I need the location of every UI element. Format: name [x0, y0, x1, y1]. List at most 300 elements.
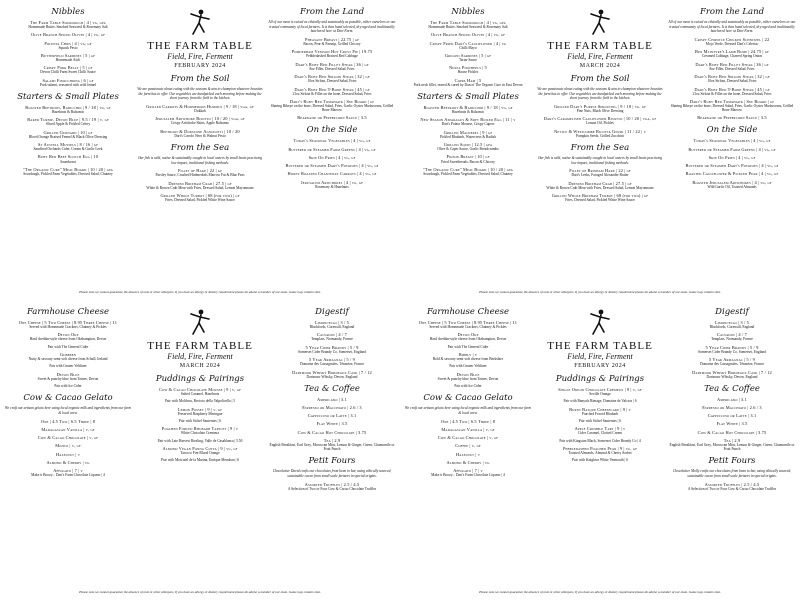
menu-item [404, 352, 532, 361]
menu-item-description: Homemade Butter, Smoked Seaweed & Rosemary Salt [428, 25, 508, 30]
menu-item-description: Domaine des Cassagnoles, Ténarèze, France [300, 362, 364, 367]
section-intro: Our fish is wild, native & sustainably caught in local waters by small boats practicing low impact, traditional fishing methods. [137, 155, 263, 165]
menu-item-description: Pickled Rhubarb, Watercress & Radish [439, 134, 497, 139]
menu-item-name: 5 Year Cider Brandy | 5 / 9 [705, 344, 759, 350]
section-intro: Chocolatier Molly crafts our chocolates from bean to bar, using ethically sourced, sustainable cacao from small scale farmers in special origins. [672, 469, 792, 478]
menu-item [536, 446, 664, 455]
menu-item-description: Olive & Caper Sauce, Garlic Breadcrumbs [437, 147, 499, 152]
menu-item-description: Domaine des Cassagnoles, Ténarèze, France [700, 362, 764, 367]
column-digestif-tea [668, 302, 796, 580]
menu-item-name: Grilled Sardines | 5 | gf [444, 53, 492, 58]
menu-item [668, 62, 796, 71]
digestif-list [668, 320, 796, 379]
menu-item [136, 458, 264, 462]
menu-item-description: Creamed Cabbage, Charred Spring Onion [701, 54, 763, 59]
menu-item-name: Cow & Cacao Hot Chocolate | 3.75 [697, 429, 767, 435]
menu-item [668, 115, 796, 120]
menu-item-description: Dartmoor Whisky, Devon, England [306, 374, 358, 379]
cheese-list [4, 320, 132, 388]
menu-item [268, 430, 396, 435]
menu-item [4, 20, 132, 29]
dancer-logo-icon [187, 308, 213, 338]
menu-item [536, 116, 664, 125]
menu-item-name: Béarnaise or Peppercorn Sauce | 3.5 [297, 115, 367, 121]
menu-item-name: Cow & Cacao Hot Chocolate | 3.75 [297, 429, 367, 435]
menu-item-name: New Season Asparagus & Soft Boiled Egg | 11 | v [420, 117, 516, 123]
menu-item-name: Devon Oke [57, 332, 79, 338]
menu-item-name: Hazelnut | v [455, 451, 481, 457]
menu-item [404, 20, 532, 29]
menu-item-name: Olive Branch Spiced Olives | 4 | vg, gf [30, 32, 106, 38]
menu-item [404, 427, 532, 432]
menu-item [668, 357, 796, 366]
menu-item [268, 163, 396, 168]
menu-item-name: Limoncello | 3 / 5 [315, 320, 349, 325]
menu-item [668, 155, 796, 160]
menu-item-description: 21oz Sirloin & Fillet on the bone, Dressed Salad, Fries [692, 91, 772, 96]
brand-name: THE FARM TABLE [547, 40, 653, 52]
menu-item [668, 405, 796, 410]
menu-item [136, 116, 264, 125]
section-intro: We craft our artisan gelato here using local organic milk and ingredients from our farm & local area. [4, 406, 132, 415]
menu-item-name: Buttered or Steamed Dart's Potatoes | 4 | vg, gf [685, 163, 779, 169]
menu-item-name: One Cheese | 5 Two Cheese | 8.95 Three Cheese | 11 [418, 320, 518, 325]
menu-item [536, 419, 664, 423]
nibbles-list [4, 20, 132, 87]
menu-item [268, 413, 396, 418]
column-nibbles-starters [404, 2, 532, 280]
menu-item-name: Grilled Whole Brixham Turbot | 68 (for two) | gf [551, 193, 649, 199]
menu-item [404, 154, 532, 163]
menu-item [536, 387, 664, 396]
menu-item [136, 439, 264, 443]
menu-item-description: Pair with Gruner Veltliner [49, 364, 87, 369]
menu-item-name: Espresso or Macchiato | 2.6 / 3 [302, 404, 362, 410]
menu-item [4, 435, 132, 440]
menu-item [4, 460, 132, 465]
section-title: From the Land [299, 7, 365, 17]
menu-item-description: Poached Forced Rhubarb [581, 411, 619, 416]
menu-item [536, 426, 664, 435]
menu-item-description: Sourdough, Pickled Farm Vegetables, Dressed Salad, Chutney [423, 171, 513, 176]
column-digestif-tea [268, 302, 396, 580]
menu-item-name: Buttered or Steamed Farm Greens | 4 | vg, gf [688, 146, 776, 152]
menu-item-description: Pine Nuts, Black Olive Dressing [576, 109, 624, 114]
menu-item-name: Assorted Truffles | 2.5 / 4.5 [304, 481, 360, 487]
menu-item [404, 460, 532, 465]
menu-page-march-desserts [0, 300, 400, 600]
menu-item [4, 468, 132, 477]
section-title: Digestif [715, 307, 749, 317]
column-nibbles-starters [4, 2, 132, 280]
menu-item-name: Baked Turnip, Devon Blue | 9.5 / 19 | v, gf [27, 117, 109, 123]
menu-item [668, 87, 796, 96]
menu-item-description: Templars, Normandy, France [711, 337, 753, 342]
menu-item-name: Today's Seasonal Vegetables | 4 | vg, gf [693, 138, 771, 144]
menu-item [404, 468, 532, 477]
menu-item [668, 37, 796, 46]
menu-item [668, 438, 796, 451]
menu-item [4, 130, 132, 139]
menu-item [404, 105, 532, 114]
menu-item-description: Fries, Dressed Salad, Pickled White Wine Sauce [565, 198, 635, 203]
menu-item-name: Roasted Cauliflower & Pickled Pear | 4 | vg, gf [685, 171, 779, 177]
section-title: Digestif [315, 307, 349, 317]
menu-item-name: Roasted Beetroot & Radicchio | 9 / 18 | vg, gf [423, 104, 513, 110]
section-intro: All of our meat is raised as ethically and sustainably as possible, either ourselves or our trusted community of local farmers. It is then hand selected, dry-aged and traditionally butchered here at Dart Farm. [268, 20, 396, 34]
menu-item-description: Sliced Apple & Pickled Celery [45, 122, 91, 127]
menu-item-description: Fries, Dressed Salad, Pickled White Wine Sauce [165, 198, 235, 203]
section-intro: We are passionate about eating with the seasons & aim to champion whatever bounties the farm has to offer. Our vegetables are handpicked each morning before making the short journey from the field to the kitchen. [137, 87, 263, 101]
section-title: From the Soil [170, 74, 230, 84]
menu-item-name: Butterfield Sardines | 5 | gf [40, 53, 96, 58]
menu-item-description: Hazelnuts & Balsamic [451, 110, 485, 114]
petit-fours-list [668, 482, 796, 491]
allergen-footer: Please note we cannot guarantee the absence of nuts or other allergens. If you have an allergy or dietary requirement please do advise a member of our team. Game may contain shot. [79, 590, 321, 594]
menu-item [668, 397, 796, 402]
section-title: Farmhouse Cheese [26, 307, 110, 317]
section-intro: All of our meat is raised as ethically and sustainably as possible, either ourselves or our trusted community of local farmers. It is then hand selected, dry-aged and traditionally butchered here at Dart Farm. [668, 20, 796, 34]
menu-item-name: Cow & Cacao Chocolate Mousse | 9 | v, gf [159, 387, 241, 392]
menu-item [404, 320, 532, 329]
menu-item-description: Pair with Sichel Sauternes | 6 [178, 419, 222, 424]
menu-item [4, 372, 132, 381]
brand-tagline: Field, Fire, Ferment [167, 352, 233, 361]
menu-item-description: Pair with Late Harvest Riesling, Valle de Casablanca | 5.50 [157, 438, 243, 443]
menu-item [404, 372, 532, 381]
menu-item [268, 99, 396, 112]
menu-item [668, 49, 796, 58]
menu-item-description: Salted Caramel, Hazelnuts [180, 392, 220, 397]
menu-item-description: 10oz Sirloin, Dressed Salad, Fries [707, 79, 757, 84]
menu-item [668, 99, 796, 112]
menu-item [4, 53, 132, 62]
menu-item [268, 62, 396, 71]
puddings-list [136, 387, 264, 463]
menu-item [136, 426, 264, 435]
menu-item [668, 147, 796, 152]
menu-item-name: Crispy Chipotle Chicken Schnitzel | 22 [694, 37, 770, 43]
menu-item-name: One Cheese | 5 Two Cheese | 8.95 Three Cheese | 11 [18, 320, 118, 325]
menu-item-description: Templars, Normandy, France [311, 337, 353, 342]
menu-item-name: Grilled Mackerel | 9 | gf [443, 129, 493, 135]
menu-item-name: Almond & Cherry | vg [46, 459, 90, 465]
menu-item-description: Preserved Raspberry Meringue [177, 411, 223, 416]
menu-item-name: Americano | 3.1 [717, 396, 747, 402]
section-title: From the Land [699, 7, 765, 17]
menu-item [536, 458, 664, 462]
menu-item-name: Calvados | 4 / 7 [717, 332, 747, 338]
nibbles-list [404, 20, 532, 87]
menu-item-description: Pair with The General Cider [47, 344, 89, 349]
menu-item-description: Parsley Sauce, Crushed Hodmedods Marrow Fat & Blue Peas [155, 173, 245, 178]
menu-item-name: Flat White | 3.5 [716, 421, 748, 427]
menu-item-name: Dart's Ruby Red Tomahawk | See Board | gf [689, 98, 775, 104]
sea-list [136, 168, 264, 202]
menu-item-description: Homemade Aïoli [55, 58, 81, 63]
menu-item [4, 452, 132, 457]
menu-item-description: White & Brown Crab Meat with Fries, Dressed Salad, Lemon Mayonnaise [546, 185, 654, 190]
menu-item [668, 163, 796, 168]
menu-item [136, 407, 264, 416]
menu-item-name: Almond Vegan Panna Cotta | 9 | vg, gf [162, 446, 238, 452]
menu-item [136, 446, 264, 455]
menu-item-name: Cow & Cacao Chocolate | v, gf [437, 435, 499, 441]
menu-item-description: Mojo Verde, Dressed Dart's Celeriac [705, 42, 759, 47]
menu-item [668, 320, 796, 329]
menu-item-description: A Selection of Two or Four Cow & Cacao Chocolate Truffles [287, 486, 377, 491]
menu-item-description: Sandford Orchards Cider, Cream & Garlic Leek [33, 147, 103, 152]
dancer-logo-icon [187, 8, 213, 38]
menu-item-name: Skin On Fries | 4 | vg, gf [708, 154, 756, 160]
menu-item-description: Cider Caramel, Clotted Cream [578, 431, 622, 436]
cheese-list [404, 320, 532, 388]
menu-item-name: Affogato | 7 | v [453, 468, 483, 474]
menu-item-name: Fillet of Hake | 22 | gf [177, 168, 223, 174]
gelato-list [404, 419, 532, 478]
menu-item [536, 193, 664, 202]
section-intro: We are passionate about eating with the seasons & aim to champion whatever bounties the farm has to offer. Our vegetables are handpicked each morning before making the short journey from the field to the kitchen. [537, 87, 663, 101]
menu-item-description: White Chocolate Cremeux [180, 431, 220, 436]
menu-item [668, 421, 796, 426]
soil-list [136, 104, 264, 138]
menu-item-name: Almond & Cherry | vg [446, 459, 490, 465]
menu-item [668, 74, 796, 83]
menu-item-name: Dartmoor Whisky Bordeaux Cask | 7 / 12 [692, 369, 772, 375]
menu-item [536, 439, 664, 443]
menu-item [268, 345, 396, 354]
menu-item [268, 171, 396, 176]
menu-item [4, 320, 132, 329]
section-title: Nibbles [451, 7, 485, 17]
menu-item [536, 407, 664, 416]
menu-item-name: Nettle & Westcombe Ricotta Gnudi | 11 / 22 | v [554, 128, 646, 134]
menu-item-name: "The Organic Cure" Meat Board | 10 / 20 | gfa [23, 166, 113, 172]
menu-item-name: Skin On Fries | 4 | vg, gf [308, 154, 356, 160]
menu-item-description: Pair with Moscatel de la Marina, Enrique Mendoza | 6 [161, 458, 239, 463]
menu-item-name: Calvados | 4 / 7 [317, 332, 347, 338]
menu-item-description: Toasted Almonds, Almond & Cherry Sorbet [568, 451, 632, 456]
menu-item [4, 332, 132, 341]
section-title: On the Side [706, 125, 758, 136]
menu-item-name: Devon Blue [56, 371, 80, 377]
menu-item-name: Ribbly | v [458, 352, 478, 358]
menu-item [136, 181, 264, 190]
section-title: Petit Fours [708, 456, 756, 467]
menu-item-name: Roasted Jerusalem Artichokes | 4 | vg, gf [692, 179, 772, 185]
menu-item-description: Sharing Ribeye on the bone, Dressed Salad, Fries, Garlic Oyster Mushrooms, Grilled Bone Marrow [670, 103, 794, 113]
section-title: Starters & Small Plates [17, 91, 119, 102]
menu-item-description: Blackfords, Cornwall, England [309, 325, 355, 330]
menu-item-name: Gubbeen [59, 352, 77, 358]
menu-item [4, 345, 132, 349]
menu-item-description: Dartmoor Whisky, Devon, England [706, 374, 758, 379]
land-list [268, 37, 396, 120]
menu-item [404, 332, 532, 341]
menu-item-description: Sauerkraut [60, 159, 76, 164]
menu-item-name: Cappuccino or Latte | 3.1 [307, 413, 357, 419]
menu-item-name: Apple Crumble Tart | 9 | v [574, 426, 626, 432]
menu-item [136, 419, 264, 423]
menu-item-description: House Pickles [457, 70, 479, 75]
brand-name: THE FARM TABLE [547, 340, 653, 352]
menu-item [268, 438, 396, 451]
menu-item-name: Olive Branch Spiced Olives | 4 | vg, gf [430, 32, 506, 38]
menu-item-name: Ben Mcintyre's Lamb Rump | 24.75 | gf [695, 49, 769, 55]
menu-item-description: Dukkah [194, 109, 206, 114]
brand-name: THE FARM TABLE [147, 40, 253, 52]
menu-item-name: Grilled Whole Turbot | 68 (for two) | gf [160, 193, 240, 199]
menu-item-name: "The Organic Cure" Meat Board | 10 / 20 | gfa [423, 166, 513, 172]
section-title: Cow & Cacao Gelato [23, 393, 113, 404]
menu-item [404, 345, 532, 349]
menu-item-description: Pair with The General Cider [447, 344, 489, 349]
menu-item-name: Grilled Dart's Purple Sprouting | 9 / 18 | vg, gf [554, 104, 646, 110]
menu-item-name: Madagascan Vanilla | v, gf [41, 426, 95, 432]
menu-item-name: 5 Year Cider Brandy | 5 / 9 [305, 344, 359, 350]
brand-name: THE FARM TABLE [147, 340, 253, 352]
menu-item [668, 171, 796, 176]
menu-item [404, 117, 532, 126]
menu-item-name: Dartmoor Whisky Bordeaux Cask | 7 / 12 [292, 369, 372, 375]
menu-item-description: Somerset Cider Brandy Co, Somerset, England [298, 349, 366, 354]
menu-item-name: Fillet of Brixham Hake | 22 | gf [569, 168, 631, 174]
menu-page-february-desserts [400, 300, 800, 600]
menu-item-description: English Breakfast, Earl Grey, Moroccan Mint, Lemon & Ginger, Green, Chamomile or Fruit Punch [669, 443, 795, 452]
menu-item-name: Today's Seasonal Vegetables | 4 | vg, gf [293, 138, 371, 144]
menu-item-description: Pumpkin Seeds, Grilled Zucchini [576, 133, 624, 138]
digestif-list [268, 320, 396, 379]
section-intro: We craft our artisan gelato here using local organic milk and ingredients from our farm & local area. [404, 406, 532, 415]
menu-item-name: One | 4.5 Two | 6.5 Three | 8 [40, 418, 96, 424]
section-title: Petit Fours [308, 456, 356, 467]
menu-item-description: English Breakfast, Earl Grey, Moroccan Mint, Lemon & Ginger, Green, Chamomile or Fruit Punch [269, 443, 395, 452]
menu-item [404, 435, 532, 440]
menu-item-name: Nduja Pinwheels | 5 [449, 65, 487, 71]
menu-item-description: Rosemary & Hazelnuts [315, 184, 349, 189]
menu-item [668, 138, 796, 143]
menu-item [136, 399, 264, 403]
menu-item [4, 427, 132, 432]
menu-item [404, 452, 532, 457]
menu-item-name: Crispy Pork Belly | 5 | gf [43, 65, 93, 71]
menu-item-description: Dart's Cavolo Nero & Walnut Pesto [174, 133, 226, 138]
menu-item [536, 181, 664, 190]
menu-item-name: Pigeon Breast | 10 | gf [446, 154, 490, 160]
menu-item [268, 320, 396, 329]
menu-item-name: Honey Roasted Chantenay Carrots | 4 | vg, gf [287, 171, 377, 177]
menu-item [668, 413, 796, 418]
menu-item-name: Dart's Caramelised Cauliflower Risotto | 10 / 20 | vga, gf [543, 116, 657, 122]
menu-item-description: Pair with Banyuls Rimage, Domaine de Valcros | 6 [563, 399, 637, 404]
menu-item-name: Devon Oke [457, 332, 479, 338]
menu-item-description: Lemon Oil, Pickles [586, 121, 614, 126]
menu-item-name: Espresso or Macchiato | 2.6 / 3 [702, 404, 762, 410]
section-title: On the Side [306, 125, 358, 136]
menu-item-name: Assorted Truffles | 2.5 / 4.5 [704, 481, 760, 487]
soil-list [536, 104, 664, 138]
menu-item-description: Hard cheddar-style cheese from Okehampton, Devon [429, 337, 507, 342]
section-title: Cow & Cacao Gelato [423, 393, 513, 404]
menu-item-description: Wild Garlic Oil, Toasted Almonds [707, 184, 757, 189]
menu-item-description: Sourdough, Pickled Farm Vegetables, Dressed Salad, Chutney [23, 171, 113, 176]
menu-item [668, 370, 796, 379]
menu-item [404, 419, 532, 424]
column-brand-puddings [136, 302, 264, 580]
section-title: Starters & Small Plates [417, 91, 519, 102]
menu-item-description: Pair with Kingston Black, Somerset Cider Brandy Co | 4 [559, 438, 641, 443]
menu-item [268, 405, 396, 410]
menu-item [536, 129, 664, 138]
menu-item-description: Served with Homemade Crackers, Chutney & Pickles [429, 325, 507, 330]
menu-item-name: Mojito | v, gf [55, 443, 81, 449]
tea-list [268, 397, 396, 452]
menu-item [268, 147, 396, 152]
menu-item-description: Pair with Knightor White Vermouth | 6 [572, 458, 628, 463]
menu-item [268, 49, 396, 58]
menu-item-name: Crispy Fried Dart's Cauliflower | 4 | vg [429, 40, 507, 46]
menu-item-description: Tartar Sauce [458, 58, 477, 63]
menu-item [668, 482, 796, 491]
menu-item [4, 65, 132, 74]
column-cheese-gelato [4, 302, 132, 580]
section-title: From the Sea [570, 142, 630, 153]
menu-item-name: Jerusalem Artichokes | 4 | vg, gf [300, 179, 364, 185]
menu-item [4, 142, 132, 151]
menu-item-name: Poached Forced Rhubarb Tartlet | 9 | v [161, 426, 239, 432]
menu-item [404, 130, 532, 139]
menu-item-description: Pair with Moldova, Recioto della Valpolicella | 5 [164, 399, 236, 404]
menu-item [4, 364, 132, 368]
menu-item-name: Roasted Beetroot, Radicchio | 9 / 18 | vg, gf [25, 104, 111, 110]
menu-item-description: Pair with Sichel Sauternes | 6 [578, 419, 622, 424]
menu-item-description: Homemade Butter, Smoked Seaweed & Rosemary Salt [28, 25, 108, 30]
menu-month: FEBRUARY 2024 [174, 63, 226, 69]
tea-list [668, 397, 796, 452]
section-title: Puddings & Pairings [155, 374, 245, 384]
menu-item [268, 115, 396, 120]
column-land-side [268, 2, 396, 280]
allergen-footer: Please note we cannot guarantee the absence of nuts or other allergens. If you have an allergy or dietary requirement please do advise a member of our team. Game may contain shot. [479, 590, 721, 594]
menu-item-description: Served with Homemade Crackers, Chutney & Pickles [29, 325, 107, 330]
menu-item-name: Cow & Cacao Chocolate | v, gf [37, 435, 99, 441]
menu-item-description: Blood Orange Braised Fennel & Black Olive Dressing [28, 134, 108, 139]
menu-item-description: A Selection of Two or Four Cow & Cacao Chocolate Truffles [687, 486, 777, 491]
menu-item [404, 167, 532, 176]
menu-item [404, 142, 532, 151]
menu-item-description: Pork salami, seasoned with wild fennel [39, 82, 97, 87]
menu-item-name: Coppa Ham | 5 [454, 77, 482, 83]
menu-item-name: Buttered or Steamed Farm Greens | 4 | vg, gf [288, 146, 376, 152]
menu-item [4, 41, 132, 50]
menu-item-description: Make it Boozy... Dart's Farm Chocolate Liqueur | 4 [31, 473, 105, 478]
menu-item [404, 78, 532, 87]
menu-item [268, 397, 396, 402]
menu-month: MARCH 2024 [179, 363, 221, 369]
menu-item-name: Polenta Chips | 4 | vg, gf [44, 40, 92, 46]
menu-item [668, 332, 796, 341]
menu-item [404, 41, 532, 50]
section-title: From the Soil [570, 74, 630, 84]
menu-item [4, 117, 132, 126]
section-title: Puddings & Pairings [555, 374, 645, 384]
menu-item [668, 345, 796, 354]
menu-item [268, 155, 396, 160]
menu-item [536, 104, 664, 113]
menu-item [268, 421, 396, 426]
dancer-logo-icon [587, 308, 613, 338]
menu-item-description: Hard cheddar-style cheese from Okehampton, Devon [29, 337, 107, 342]
